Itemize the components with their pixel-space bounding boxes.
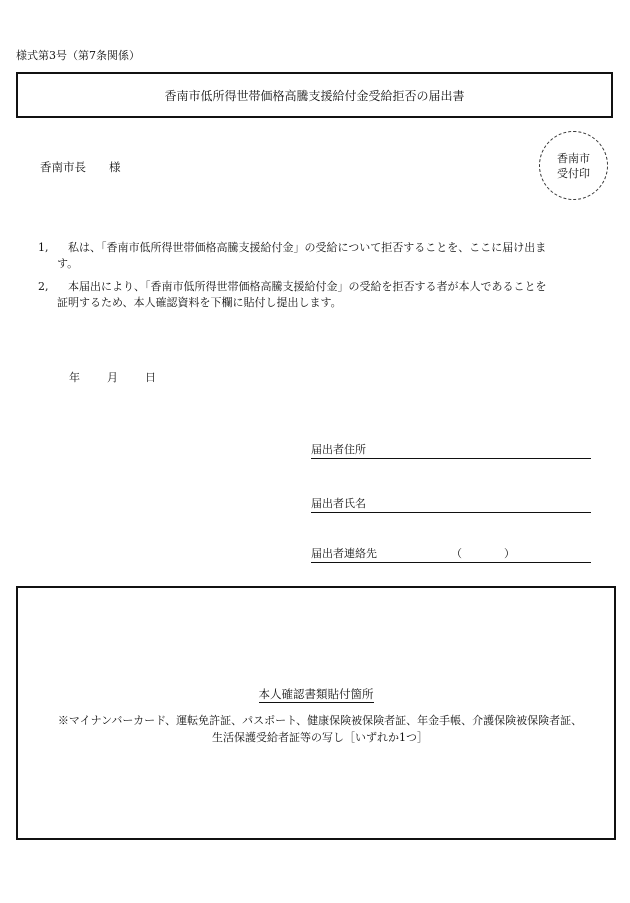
contact-paren-close: ） [504,547,515,560]
date-day: 日 [145,371,156,384]
id-note-line-2: 生活保護受給者証等の写し［いずれか1つ］ [212,731,428,744]
name-label: 届出者氏名 [311,497,366,510]
document-title-box [16,72,613,118]
form-number: 様式第3号（第7条関係） [16,49,140,62]
paragraph-1 [38,240,598,272]
contact-field[interactable] [311,546,591,563]
paragraph-2 [38,279,598,311]
paragraph-1-line-1: 私は、「香南市低所得世帯価格高騰支援給付金」の受給について拒否することを、ここに届け出ま [68,241,547,254]
id-attachment-note [36,712,604,746]
id-document-attachment-box [16,586,616,840]
paragraph-2-number: 2, [38,280,49,293]
date-year: 年 [69,371,80,384]
paragraph-2-line-1: 本届出により、「香南市低所得世帯価格高騰支援給付金」の受給を拒否する者が本人であることを [68,280,547,293]
contact-label: 届出者連絡先 [311,547,377,560]
name-field[interactable] [311,496,591,513]
date-line [69,369,156,385]
stamp-line-2: 受付印 [557,166,590,180]
stamp-line-1: 香南市 [557,151,590,165]
address-label: 届出者住所 [311,443,366,456]
address-field[interactable] [311,442,591,459]
paragraph-1-line-2: す。 [57,257,79,270]
id-attachment-heading-text: 本人確認書類貼付箇所 [258,687,374,701]
document-title: 香南市低所得世帯価格高騰支援給付金受給拒否の届出書 [164,88,465,103]
addressee: 香南市長 様 [40,160,121,174]
reception-stamp-circle [539,131,608,200]
contact-paren-open: （ [451,547,462,560]
id-note-line-1: ※マイナンバーカード、運転免許証、パスポート、健康保険被保険者証、年金手帳、介護保険被保険者証、 [57,714,583,727]
paragraph-1-number: 1, [38,241,49,254]
id-attachment-heading [18,686,614,702]
date-month: 月 [107,371,118,384]
paragraph-2-line-2: 証明するため、本人確認資料を下欄に貼付し提出します。 [57,296,342,309]
